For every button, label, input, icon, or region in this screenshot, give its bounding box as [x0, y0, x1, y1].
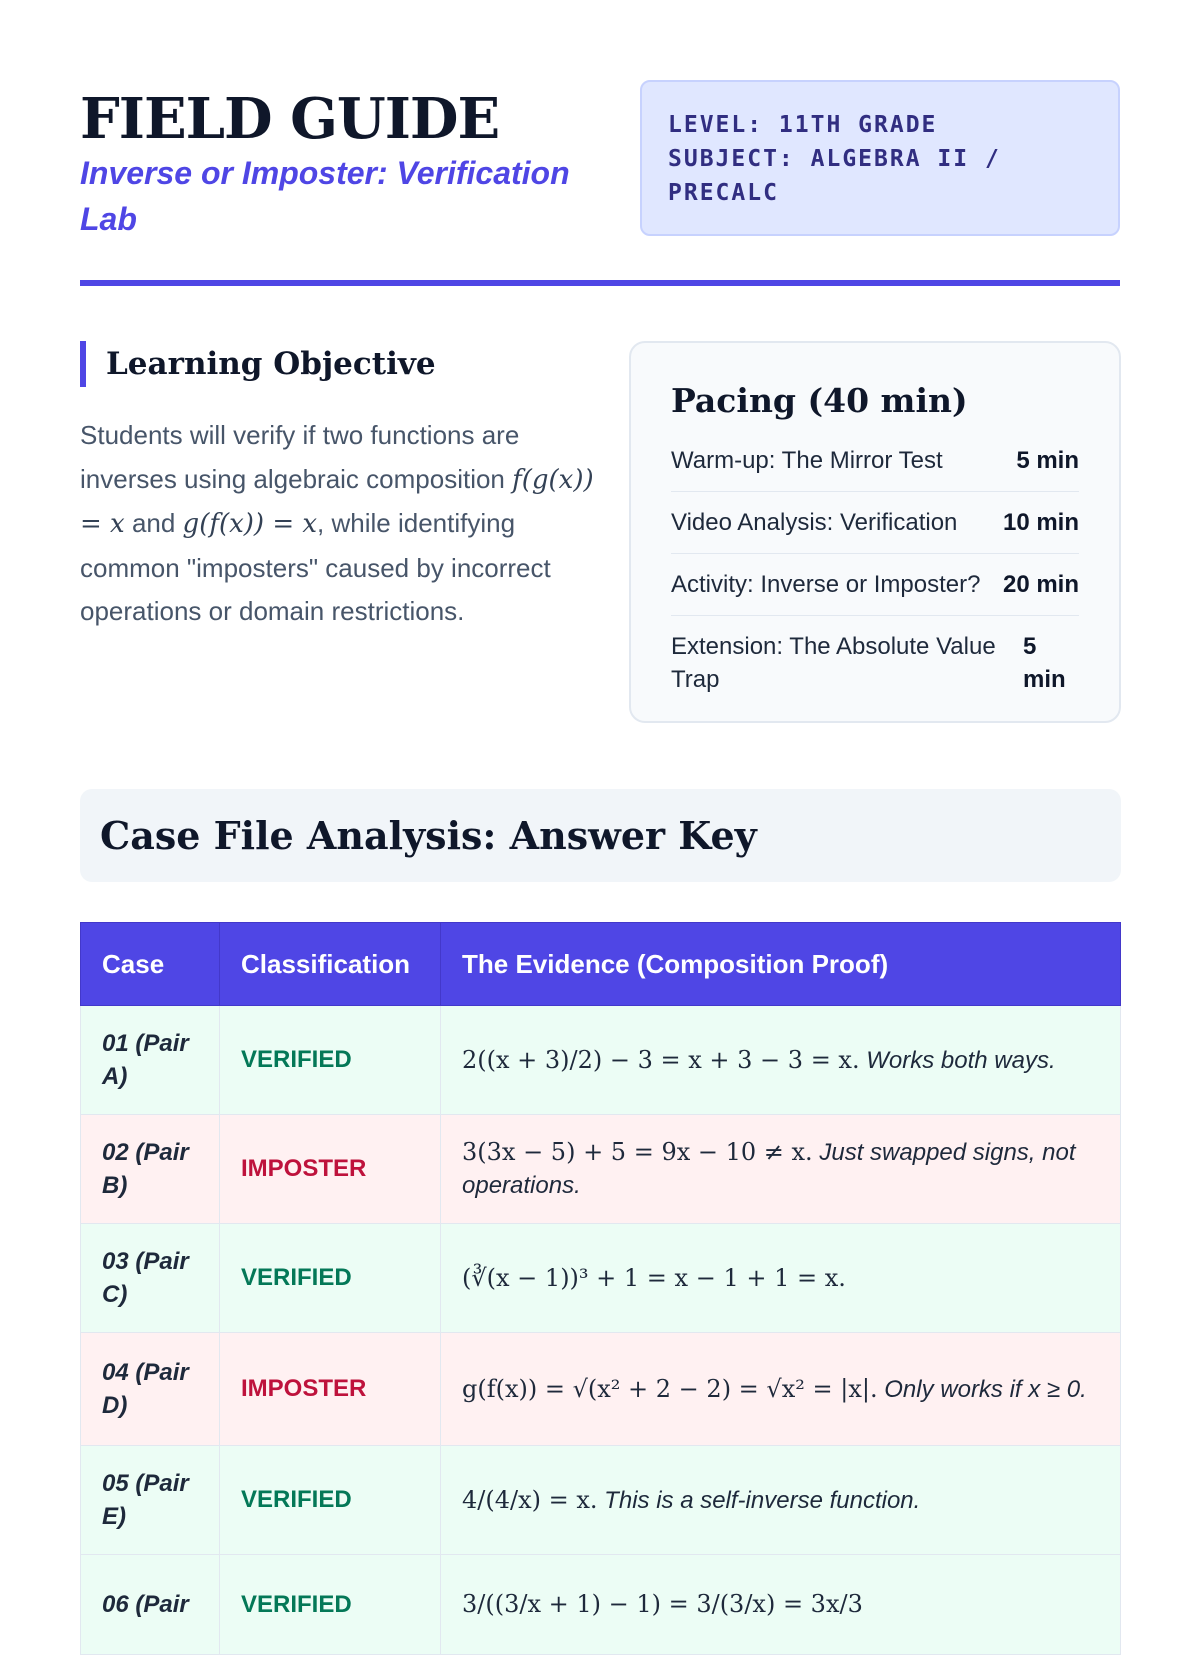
pacing-row-label: Video Analysis: Verification	[671, 509, 958, 536]
column-header-case: Case	[81, 923, 220, 1006]
table-row	[81, 1224, 1121, 1333]
evidence-cell	[441, 1333, 1121, 1446]
column-header-classification: Classification	[220, 923, 441, 1006]
case-cell: 06 (Pair	[81, 1555, 220, 1655]
learning-objective	[80, 340, 600, 634]
evidence-cell	[441, 1224, 1121, 1333]
column-header-evidence: The Evidence (Composition Proof)	[441, 923, 1121, 1006]
pacing-row-time: 5 min	[1016, 447, 1079, 474]
objective-heading: Learning Objective	[106, 346, 436, 382]
evidence-math: 4/(4/x) = x.	[462, 1485, 598, 1514]
meta-level: LEVEL: 11TH GRADE	[668, 112, 938, 138]
table-row	[81, 1006, 1121, 1115]
classification-cell: IMPOSTER	[220, 1115, 441, 1224]
objective-math-2: g(f(x)) = x	[182, 509, 318, 539]
pacing-row-label: Extension: The Absolute Value Trap	[671, 633, 996, 693]
objective-text-mid: and	[124, 508, 183, 538]
pacing-row	[671, 616, 1079, 710]
case-file-title: Case File Analysis: Answer Key	[100, 813, 757, 858]
evidence-cell	[441, 1446, 1121, 1555]
classification-cell: VERIFIED	[220, 1006, 441, 1115]
pacing-row-time: 10 min	[1002, 509, 1079, 536]
meta-subject-cont: PRECALC	[668, 180, 779, 206]
evidence-note: Just swapped signs, not operations.	[462, 1139, 1076, 1199]
objective-text-pre: Students will verify if two functions are inverses using algebraic composition	[80, 420, 520, 494]
classification-cell: VERIFIED	[220, 1446, 441, 1555]
classification-cell: VERIFIED	[220, 1555, 441, 1655]
table-header-row	[81, 923, 1121, 1006]
evidence-cell	[441, 1006, 1121, 1115]
objective-text	[80, 414, 600, 634]
pacing-row	[671, 430, 1079, 492]
table-row	[81, 1115, 1121, 1224]
pacing-row-label: Warm-up: The Mirror Test	[671, 447, 943, 474]
meta-subject: SUBJECT: ALGEBRA II /	[668, 146, 1001, 172]
case-cell: 05 (Pair E)	[81, 1446, 220, 1555]
evidence-cell	[441, 1115, 1121, 1224]
objective-accent-bar	[80, 341, 86, 387]
pacing-row-time: 5 min	[1023, 633, 1066, 693]
case-cell: 04 (Pair D)	[81, 1333, 220, 1446]
table-row	[81, 1555, 1121, 1655]
classification-cell: IMPOSTER	[220, 1333, 441, 1446]
meta-box	[640, 80, 1120, 236]
objective-math-1: f(g(x)) = x	[80, 464, 594, 539]
evidence-math: 2((x + 3)/2) − 3 = x + 3 − 3 = x.	[462, 1045, 860, 1074]
evidence-note: Works both ways.	[859, 1046, 1056, 1074]
evidence-math: g(f(x)) = √(x² + 2 − 2) = √x² = |x|.	[462, 1374, 878, 1403]
classification-cell: VERIFIED	[220, 1224, 441, 1333]
evidence-note: This is a self-inverse function.	[597, 1486, 921, 1514]
pacing-title: Pacing (40 min)	[671, 381, 968, 420]
table-row	[81, 1333, 1121, 1446]
case-cell: 01 (Pair A)	[81, 1006, 220, 1115]
pacing-row-label: Activity: Inverse or Imposter?	[671, 571, 981, 598]
pacing-card	[629, 341, 1121, 723]
objective-text-post: , while identifying common "imposters" caused by incorrect operations or domain restrictions.	[80, 508, 551, 626]
case-file-banner	[80, 789, 1121, 882]
page-title: FIELD GUIDE	[80, 86, 500, 152]
case-cell: 02 (Pair B)	[81, 1115, 220, 1224]
case-cell: 03 (Pair C)	[81, 1224, 220, 1333]
evidence-math: 3(3x − 5) + 5 = 9x − 10 ≠ x.	[462, 1138, 813, 1166]
evidence-cell	[441, 1555, 1121, 1655]
evidence-math: 3/((3/x + 1) − 1) = 3/(3/x) = 3x/3	[462, 1590, 863, 1618]
table-row	[81, 1446, 1121, 1555]
pacing-row	[671, 492, 1079, 554]
page-subtitle: Inverse or Imposter: Verification Lab	[80, 155, 570, 237]
pacing-row-time: 20 min	[1002, 571, 1079, 598]
pacing-row	[671, 554, 1079, 616]
evidence-note: Only works if x ≥ 0.	[877, 1375, 1087, 1403]
evidence-math: (∛(x − 1))³ + 1 = x − 1 + 1 = x.	[462, 1263, 846, 1292]
page-header	[80, 80, 1120, 280]
answer-key-table	[80, 922, 1121, 1655]
header-divider	[80, 280, 1120, 286]
objective-header	[80, 340, 600, 388]
